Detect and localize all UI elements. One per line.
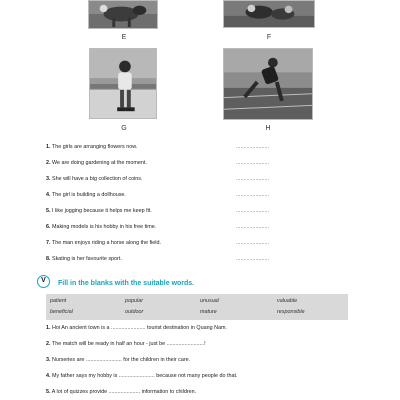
sentence-text: My father says my hobby is ........................ because not many people do that.: [52, 373, 238, 379]
question-number: 1.: [46, 144, 51, 150]
question-number: 2.: [46, 160, 51, 166]
question-text: Making models is his hobby in his free time.: [52, 224, 157, 230]
question-number: 5.: [46, 208, 51, 214]
answer-blank-2[interactable]: ......................: [236, 160, 269, 166]
answer-blank-4[interactable]: ......................: [236, 192, 269, 198]
word-bank-item: responsible: [277, 309, 305, 315]
answer-blank-7[interactable]: ......................: [236, 240, 269, 246]
sentence-number: 2.: [46, 341, 51, 347]
word-bank-item: outdoor: [125, 309, 144, 315]
word-bank-item: valuable: [277, 298, 298, 304]
section-title: Fill in the blanks with the suitable words.: [58, 280, 195, 287]
question-number: 7.: [46, 240, 51, 246]
photo-label-e: E: [121, 34, 127, 41]
answer-blank-1[interactable]: ......................: [236, 144, 269, 150]
fill-sentence-1[interactable]: [46, 325, 227, 332]
sentence-text: Hoi An ancient town is a ....................... tourist destination in Quang Nam.: [52, 325, 227, 331]
sentence-text: A lot of quizzes provide ..................... information to children.: [51, 389, 197, 395]
question-text: I like jogging because it helps me keep fit.: [52, 208, 152, 214]
sentence-number: 4.: [46, 373, 51, 379]
photo-label-g: G: [121, 125, 127, 132]
sentence-number: 5.: [46, 389, 51, 395]
photo-e: [88, 0, 158, 29]
word-bank-item: patient: [50, 298, 67, 304]
question-number: 4.: [46, 192, 51, 198]
photo-f: [223, 0, 315, 28]
section-badge: V: [37, 275, 50, 288]
question-text: We are doing gardening at the moment.: [52, 160, 147, 166]
question-6: [46, 224, 156, 231]
photo-label-f: F: [266, 34, 272, 41]
sentence-text: The match will be ready in half an hour - just be .........................!: [51, 341, 206, 347]
word-bank-item: beneficial: [50, 309, 73, 315]
fill-sentence-3[interactable]: [46, 357, 190, 364]
sentence-number: 1.: [46, 325, 51, 331]
question-number: 6.: [46, 224, 51, 230]
question-1: [46, 144, 137, 151]
sentence-text: Nurseries are ........................ for the children in their care.: [52, 357, 191, 363]
question-2: [46, 160, 147, 167]
question-5: [46, 208, 152, 215]
question-text: The man enjoys riding a horse along the field.: [51, 240, 161, 246]
answer-blank-8[interactable]: ......................: [236, 256, 269, 262]
question-text: Skating is her favourite sport.: [52, 256, 122, 262]
answer-blank-3[interactable]: ......................: [236, 176, 269, 182]
word-bank-item: popular: [125, 298, 143, 304]
question-8: [46, 256, 122, 263]
photo-h: [223, 48, 313, 120]
fill-sentence-5[interactable]: [46, 389, 196, 396]
question-number: 8.: [46, 256, 51, 262]
question-7: [46, 240, 161, 247]
question-text: The girls are arranging flowers now.: [51, 144, 138, 150]
photo-label-h: H: [265, 125, 271, 132]
question-number: 3.: [46, 176, 51, 182]
word-box: [46, 294, 348, 320]
question-text: The girl is building a dollhouse.: [51, 192, 126, 198]
question-text: She will have a big collection of coins.: [52, 176, 143, 182]
word-bank-item: mature: [200, 309, 217, 315]
answer-blank-6[interactable]: ......................: [236, 224, 269, 230]
fill-sentence-2[interactable]: [46, 341, 206, 348]
fill-sentence-4[interactable]: [46, 373, 237, 380]
sentence-number: 3.: [46, 357, 51, 363]
photo-g: [89, 48, 157, 119]
question-4: [46, 192, 126, 199]
word-bank-item: unusual: [200, 298, 219, 304]
question-3: [46, 176, 143, 183]
answer-blank-5[interactable]: ......................: [236, 208, 269, 214]
